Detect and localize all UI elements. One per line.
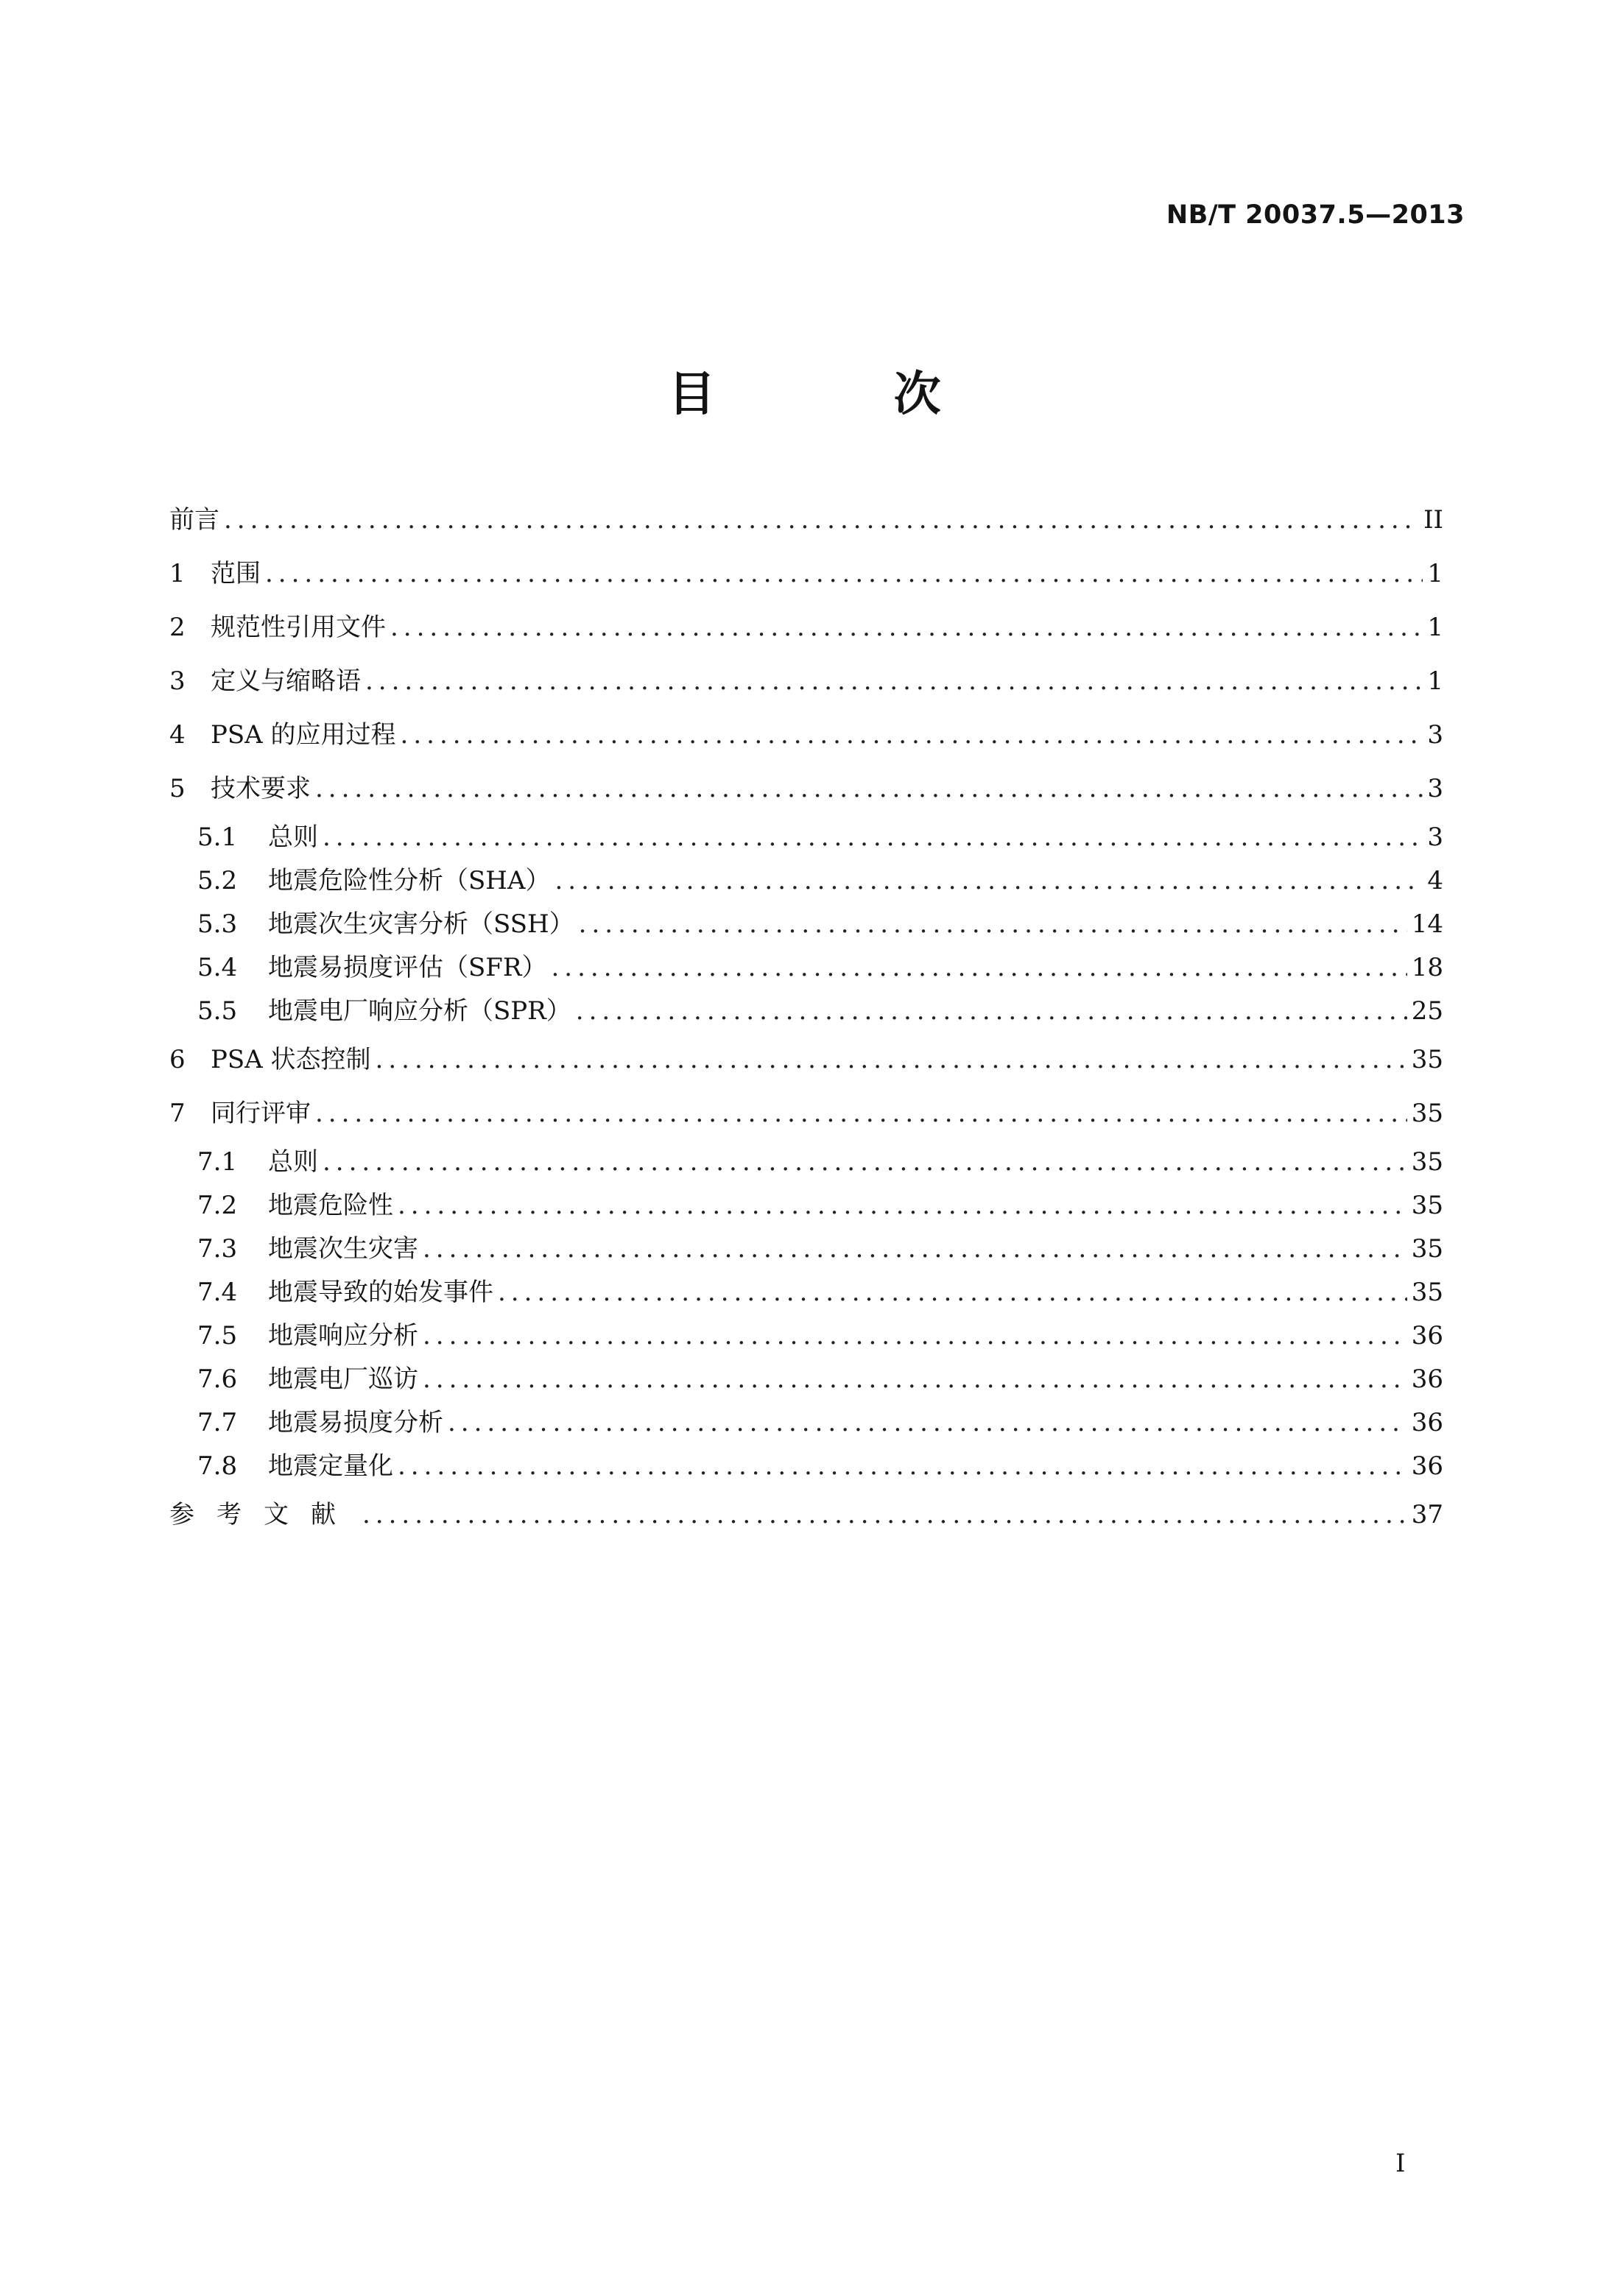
toc-label: 地震响应分析 — [268, 1321, 418, 1351]
toc-label: 地震电厂响应分析（SPR） — [268, 996, 571, 1026]
toc-leader — [401, 708, 1423, 762]
toc-page: 1 — [1427, 666, 1443, 696]
toc-leader — [323, 1141, 1407, 1184]
toc-entry-7-8[interactable] — [169, 1445, 1443, 1488]
toc-leader — [362, 1488, 1407, 1542]
toc-entry-foreword[interactable] — [169, 493, 1443, 547]
toc-leader — [555, 859, 1423, 903]
toc-leader — [376, 1033, 1407, 1087]
toc-leader — [423, 1228, 1407, 1271]
toc-leader — [423, 1314, 1407, 1358]
toc-number: 7.2 — [197, 1191, 238, 1220]
toc-leader — [224, 493, 1419, 547]
toc-page: 3 — [1427, 774, 1443, 803]
toc-number: 1 — [169, 559, 186, 588]
toc-number: 5.2 — [197, 866, 238, 895]
toc-number: 3 — [169, 666, 186, 696]
toc-leader — [323, 816, 1423, 859]
toc-label: 前言 — [169, 505, 219, 535]
toc-number: 7.8 — [197, 1451, 238, 1481]
toc-page: 35 — [1411, 1234, 1443, 1264]
toc-number: 5.5 — [197, 996, 238, 1026]
toc-label: 地震导致的始发事件 — [268, 1278, 493, 1307]
toc-number: 7.1 — [197, 1147, 238, 1177]
toc-label: 参考文献 — [169, 1500, 358, 1529]
toc-entry-7[interactable] — [169, 1087, 1443, 1141]
toc-page: 35 — [1411, 1147, 1443, 1177]
toc-leader — [576, 990, 1407, 1033]
toc-entry-7-7[interactable] — [169, 1401, 1443, 1445]
toc-page: 4 — [1427, 866, 1443, 895]
toc-page: 36 — [1411, 1321, 1443, 1351]
toc-page: 36 — [1411, 1408, 1443, 1437]
toc-page: 35 — [1411, 1278, 1443, 1307]
toc-label: PSA 状态控制 — [211, 1045, 371, 1074]
toc-number: 6 — [169, 1045, 186, 1074]
toc-label: 总则 — [268, 1147, 318, 1177]
toc-entry-5-3[interactable] — [169, 903, 1443, 946]
toc-entry-references[interactable] — [169, 1488, 1443, 1542]
toc-entry-7-4[interactable] — [169, 1271, 1443, 1314]
toc-page: 3 — [1427, 823, 1443, 852]
toc-leader — [398, 1445, 1407, 1488]
toc-label: 地震危险性 — [268, 1191, 393, 1220]
toc-label: 同行评审 — [211, 1099, 311, 1128]
toc-entry-5-1[interactable] — [169, 816, 1443, 859]
toc-entry-6[interactable] — [169, 1033, 1443, 1087]
toc-entry-4[interactable] — [169, 708, 1443, 762]
toc-leader — [398, 1184, 1407, 1228]
toc-label: 地震危险性分析（SHA） — [268, 866, 551, 895]
toc-page: 3 — [1427, 720, 1443, 750]
toc-leader — [498, 1271, 1407, 1314]
toc-label: 地震次生灾害分析（SSH） — [268, 909, 574, 939]
toc-number: 5.4 — [197, 953, 238, 982]
toc-entry-5-4[interactable] — [169, 946, 1443, 990]
toc-entry-3[interactable] — [169, 655, 1443, 708]
toc-page: 36 — [1411, 1364, 1443, 1394]
page-number: I — [1395, 2149, 1406, 2178]
toc-leader — [579, 903, 1407, 946]
toc-leader — [315, 762, 1423, 816]
toc-number: 4 — [169, 720, 186, 750]
toc-page: II — [1423, 505, 1443, 535]
toc-leader — [448, 1401, 1407, 1445]
toc-number: 5.3 — [197, 909, 238, 939]
toc-page: 37 — [1411, 1500, 1443, 1529]
toc-label: 范围 — [211, 559, 261, 588]
toc-number: 7.5 — [197, 1321, 238, 1351]
toc-leader — [390, 601, 1423, 655]
toc-leader — [423, 1358, 1407, 1401]
toc-label: 技术要求 — [211, 774, 311, 803]
page-title: 目 次 — [668, 367, 1022, 422]
toc-entry-7-2[interactable] — [169, 1184, 1443, 1228]
toc-page: 35 — [1411, 1099, 1443, 1128]
toc-label: 地震电厂巡访 — [268, 1364, 418, 1394]
toc-number: 7.6 — [197, 1364, 238, 1394]
toc-label: PSA 的应用过程 — [211, 720, 396, 750]
toc-number: 7 — [169, 1099, 186, 1128]
toc-page: 1 — [1427, 613, 1443, 642]
toc-number: 5 — [169, 774, 186, 803]
toc-page: 35 — [1411, 1045, 1443, 1074]
toc-label: 地震定量化 — [268, 1451, 393, 1481]
toc-page: 25 — [1411, 996, 1443, 1026]
toc-number: 5.1 — [197, 823, 238, 852]
toc-number: 7.3 — [197, 1234, 238, 1264]
toc-entry-5-5[interactable] — [169, 990, 1443, 1033]
toc-page: 1 — [1427, 559, 1443, 588]
table-of-contents — [169, 493, 1443, 1542]
toc-label: 地震易损度评估（SFR） — [268, 953, 547, 982]
toc-leader — [365, 655, 1423, 708]
toc-page: 18 — [1411, 953, 1443, 982]
toc-number: 2 — [169, 613, 186, 642]
toc-label: 地震次生灾害 — [268, 1234, 418, 1264]
toc-entry-5-2[interactable] — [169, 859, 1443, 903]
toc-number: 7.7 — [197, 1408, 238, 1437]
toc-entry-7-1[interactable] — [169, 1141, 1443, 1184]
toc-label: 定义与缩略语 — [211, 666, 361, 696]
toc-label: 总则 — [268, 823, 318, 852]
toc-page: 36 — [1411, 1451, 1443, 1481]
toc-number: 7.4 — [197, 1278, 238, 1307]
toc-leader — [265, 547, 1423, 601]
toc-entry-7-3[interactable] — [169, 1228, 1443, 1271]
toc-entry-1[interactable] — [169, 547, 1443, 601]
toc-entry-7-5[interactable] — [169, 1314, 1443, 1358]
toc-leader — [551, 946, 1406, 990]
toc-entry-7-6[interactable] — [169, 1358, 1443, 1401]
toc-entry-5[interactable] — [169, 762, 1443, 816]
toc-leader — [315, 1087, 1407, 1141]
toc-page: 14 — [1411, 909, 1443, 939]
document-id: NB/T 20037.5—2013 — [1166, 200, 1465, 230]
toc-label: 规范性引用文件 — [211, 613, 386, 642]
toc-page: 35 — [1411, 1191, 1443, 1220]
toc-label: 地震易损度分析 — [268, 1408, 443, 1437]
toc-entry-2[interactable] — [169, 601, 1443, 655]
